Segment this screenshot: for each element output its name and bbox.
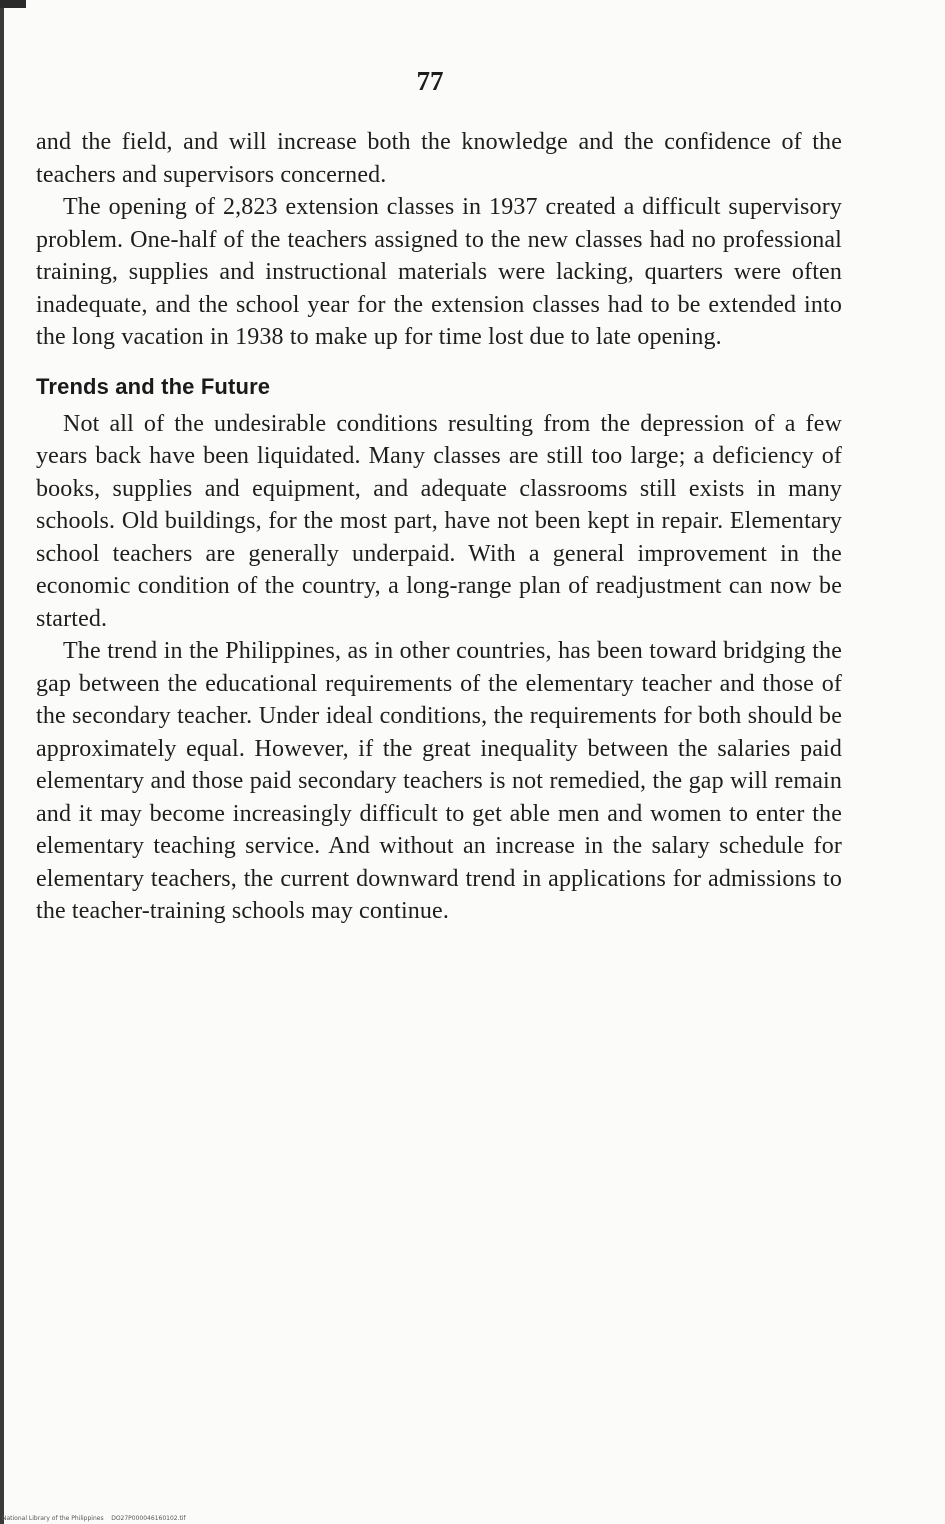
paragraph-continuation: and the field, and will increase both the knowledge and the confidence of the teachers and supervisors concerned. bbox=[36, 129, 842, 188]
page-number: 77 bbox=[416, 66, 444, 96]
page-body bbox=[36, 126, 842, 928]
paragraph-undesirable-conditions: Not all of the undesirable conditions resulting from the depression of a few years back have been liquidated. Many classes are still too large; a deficiency of books, supplies and equipment, and adequate classrooms still exists in many schools. Old buildings, for the most part, have not been kept in repair. Elementary school teachers are generally underpaid. With a general improvement in the economic condition of the country, a long-range plan of readjustment can now be started. bbox=[36, 410, 842, 632]
paragraph-extension-classes: The opening of 2,823 extension classes in 1937 created a difficult supervisory problem. One-half of the teachers assigned to the new classes had no professional training, supplies and instructional materials were lacking, quarters were often inadequate, and the school year for the extension classes had to be extended into the long vacation in 1938 to make up for time lost due to late opening. bbox=[36, 194, 842, 350]
paragraph-trend-philippines: The trend in the Philippines, as in other countries, has been toward bridging the gap between the educational requirements of the elementary teacher and those of the secondary teacher. Under ideal conditions, the requirements for both should be approximately equal. However, if the great inequality between the salaries paid elementary and those paid secondary teachers is not remedied, the gap will remain and it may become increasingly difficult to get able men and women to enter the elementary teaching service. And without an increase in the salary schedule for elementary teachers, the current downward trend in applications for admissions to the teacher-training schools may continue. bbox=[36, 638, 842, 924]
scan-source-footer: National Library of the Philippines DO27P000046160102.tif bbox=[2, 1515, 186, 1522]
scan-corner-mark bbox=[0, 0, 26, 8]
scan-edge bbox=[0, 0, 4, 1524]
section-heading: Trends and the Future bbox=[36, 373, 271, 399]
